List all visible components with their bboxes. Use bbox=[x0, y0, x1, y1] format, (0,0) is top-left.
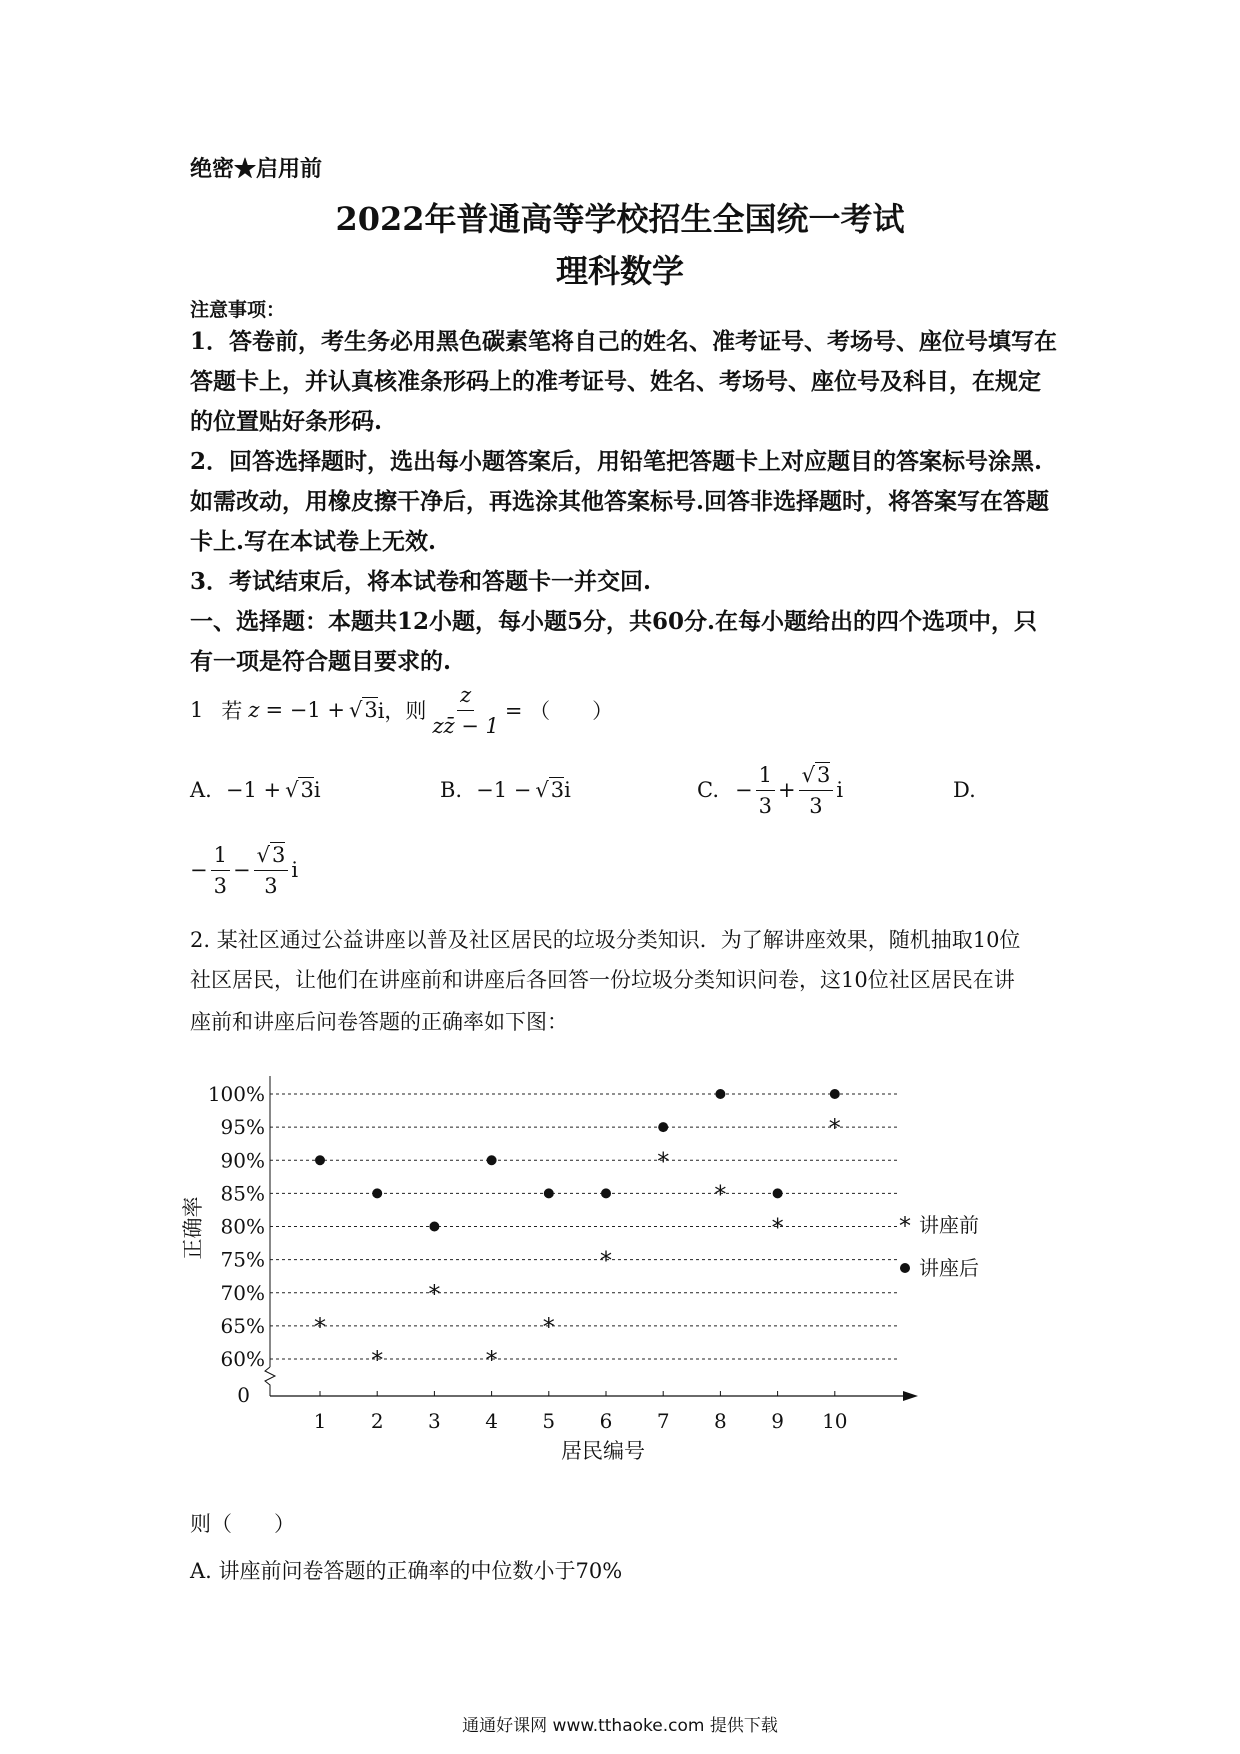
y-tick-label: 65% bbox=[220, 1313, 265, 1338]
x-tick-label: 7 bbox=[656, 1409, 670, 1433]
subject-title: 理科数学 bbox=[555, 252, 684, 290]
option-A: A. −1 + √3 i bbox=[190, 778, 321, 802]
after-point bbox=[601, 1188, 611, 1198]
after-point bbox=[429, 1222, 439, 1232]
question-2-line-3: 座前和讲座后问卷答题的正确率如下图： bbox=[190, 1010, 568, 1034]
before-point: * bbox=[771, 1213, 784, 1242]
y-tick-label: 60% bbox=[220, 1347, 265, 1371]
y-tick-label: 70% bbox=[220, 1280, 265, 1305]
accuracy-scatter-chart bbox=[181, 1062, 979, 1463]
option-C: C. − $\frac{1}{3}$ + $\frac{√3}{3}$ i bbox=[697, 755, 843, 825]
x-tick-label: 4 bbox=[485, 1409, 498, 1433]
option-D-label: D. bbox=[953, 778, 976, 802]
notice-item-1: 1．答卷前，考生务必用黑色碳素笔将自己的姓名、准考证号、考场号、座位号填写在答题卡上，并认真核准条形码上的准考证号、姓名、考场号、座位号及科目，在规定的位置贴好条形码. bbox=[190, 328, 1058, 435]
before-point: * bbox=[371, 1346, 384, 1374]
legend-before-label: 讲座前 bbox=[919, 1213, 979, 1237]
question-2-stem-end: 则（ ） bbox=[190, 1512, 295, 1536]
x-tick-label: 6 bbox=[599, 1409, 613, 1433]
after-point bbox=[715, 1089, 725, 1099]
y-tick-label: 0 bbox=[237, 1383, 250, 1407]
x-tick-label: 2 bbox=[370, 1409, 384, 1433]
y-tick-label: 80% bbox=[220, 1214, 265, 1239]
question-1-fraction: $\frac{z}{zz̄ - 1}$ bbox=[429, 680, 501, 741]
footer-source: 通通好课网 www.tthaoke.com 提供下载 bbox=[462, 1716, 778, 1736]
before-point: * bbox=[600, 1246, 612, 1275]
option-D: − $\frac{1}{3}$ − $\frac{√3}{3}$ i bbox=[190, 835, 298, 905]
question-1: 1 若 z = −1 + √3 i，则 $\frac{z}{zz̄ - 1}$ = （ ） bbox=[190, 677, 613, 743]
y-tick-label: 100% bbox=[207, 1082, 265, 1106]
after-point bbox=[544, 1188, 554, 1198]
x-axis-label: 居民编号 bbox=[561, 1439, 645, 1463]
after-point bbox=[830, 1089, 840, 1099]
after-point bbox=[372, 1188, 382, 1198]
y-tick-label: 85% bbox=[220, 1181, 265, 1206]
before-point: * bbox=[542, 1312, 555, 1341]
y-tick-label: 95% bbox=[220, 1115, 265, 1140]
y-axis-label: 正确率 bbox=[181, 1196, 205, 1260]
after-point bbox=[487, 1155, 497, 1165]
notice-item-2: 2．回答选择题时，选出每小题答案后，用铅笔把答题卡上对应题目的答案标号涂黑.如需改动，用橡皮擦干净后，再选涂其他答案标号.回答非选择题时，将答案写在答题卡上.写在本试卷上无效. bbox=[190, 448, 1050, 555]
x-axis-arrow bbox=[903, 1391, 918, 1401]
notice-heading: 注意事项： bbox=[190, 299, 286, 321]
before-point: * bbox=[485, 1346, 498, 1374]
x-tick-label: 3 bbox=[428, 1409, 441, 1433]
axis-break bbox=[265, 1367, 275, 1396]
before-point: * bbox=[828, 1114, 841, 1143]
question-number: 1 bbox=[190, 698, 204, 722]
exam-title: 2022年普通高等学校招生全国统一考试 bbox=[335, 200, 905, 238]
x-tick-label: 10 bbox=[822, 1409, 848, 1433]
x-tick-label: 9 bbox=[771, 1409, 784, 1433]
legend-after-marker bbox=[900, 1263, 910, 1273]
after-point bbox=[773, 1188, 783, 1198]
x-tick-label: 5 bbox=[542, 1409, 556, 1433]
confidential-label: 绝密★启用前 bbox=[190, 156, 323, 182]
question-prompt-prefix: 若 bbox=[221, 699, 243, 723]
question-2-option-A: A. 讲座前问卷答题的正确率的中位数小于70% bbox=[190, 1559, 623, 1583]
x-tick-label: 1 bbox=[313, 1409, 327, 1433]
x-tick-label: 8 bbox=[714, 1409, 727, 1433]
option-B: B. −1 − √3 i bbox=[440, 778, 571, 802]
section-1-heading: 一、选择题：本题共12小题，每小题5分，共60分.在每小题给出的四个选项中，只有一项是符合题目要求的. bbox=[190, 608, 1038, 675]
y-tick-label: 75% bbox=[220, 1247, 265, 1272]
before-point: * bbox=[314, 1312, 326, 1341]
legend-after-label: 讲座后 bbox=[919, 1256, 979, 1280]
before-point: * bbox=[714, 1180, 727, 1209]
after-point bbox=[658, 1122, 668, 1132]
after-point bbox=[315, 1155, 325, 1165]
question-2-line-1: 2. 某社区通过公益讲座以普及社区居民的垃圾分类知识．为了解讲座效果，随机抽取10位 bbox=[190, 928, 1021, 952]
before-point: * bbox=[657, 1147, 670, 1176]
y-tick-label: 90% bbox=[220, 1148, 265, 1173]
legend-before-marker: * bbox=[899, 1212, 911, 1240]
before-point: * bbox=[428, 1279, 441, 1308]
notice-item-3: 3．考试结束后，将本试卷和答题卡一并交回. bbox=[190, 568, 652, 595]
question-2-line-2: 社区居民，让他们在讲座前和讲座后各回答一份垃圾分类知识问卷，这10位社区居民在讲 bbox=[190, 968, 1015, 992]
